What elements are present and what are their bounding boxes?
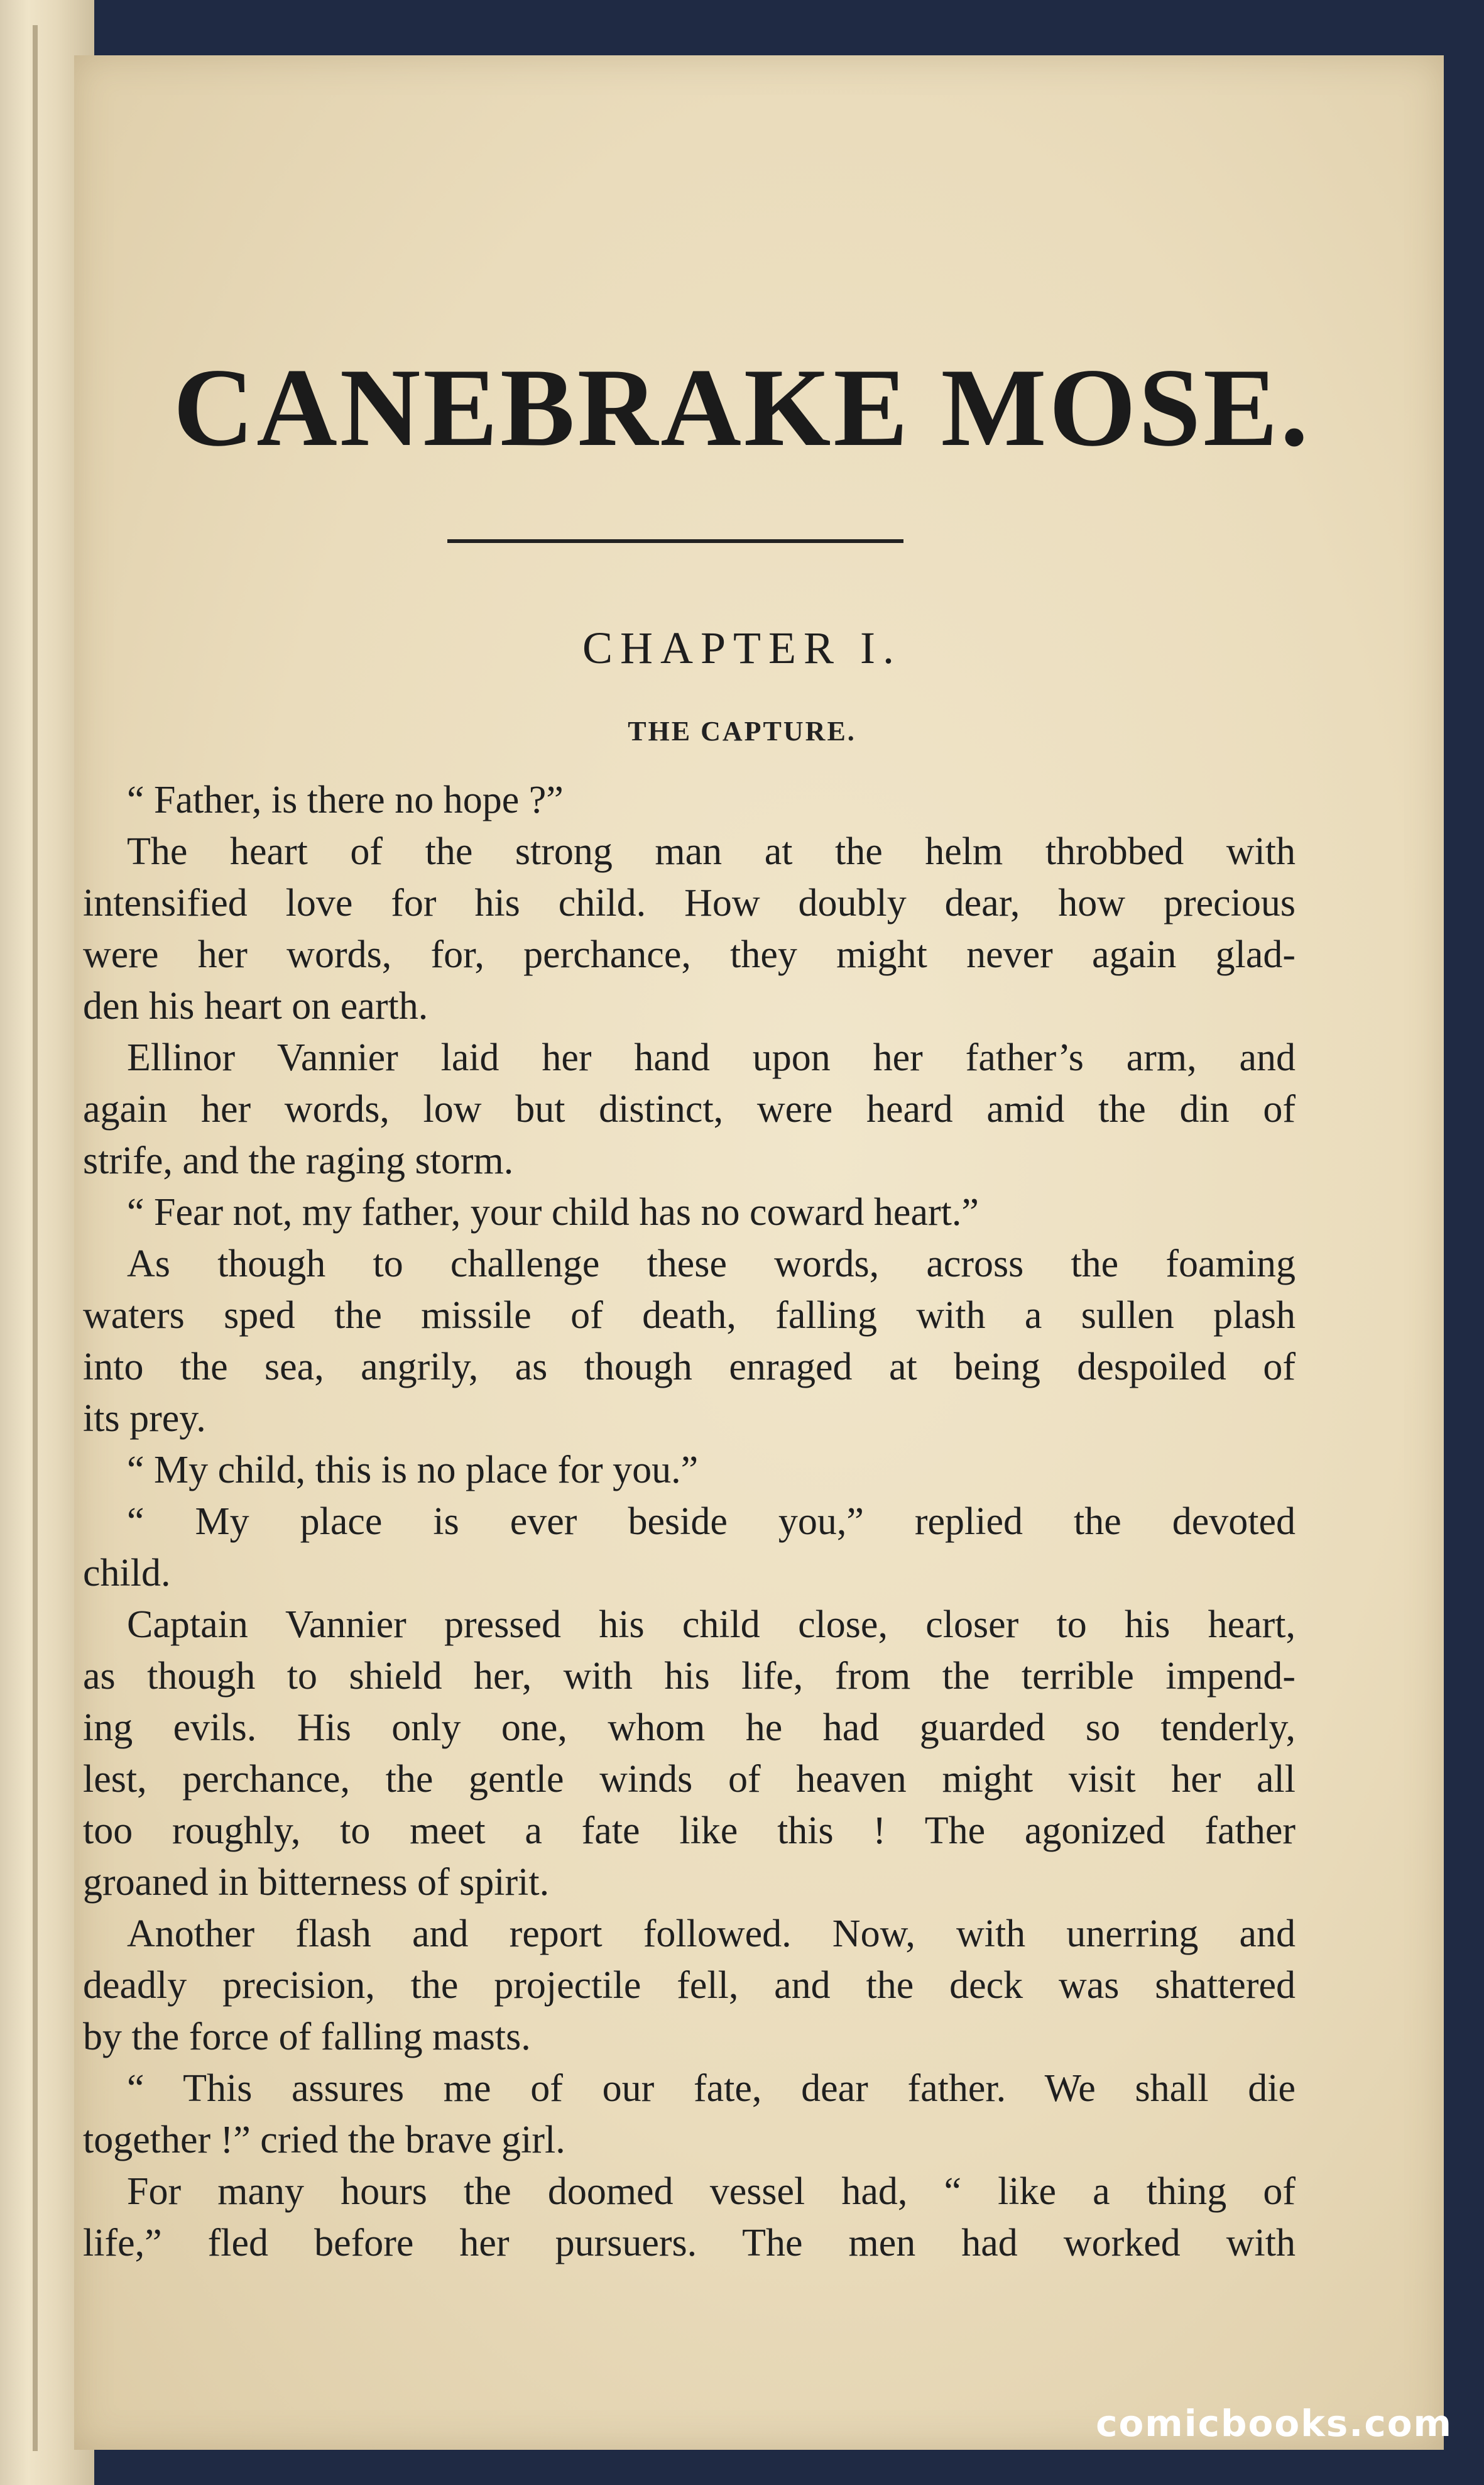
text-line: “ This assures me of our fate, dear father. We shall die [127,2067,1296,2110]
text-line: life,” fled before her pursuers. The men had worked with [83,2222,1296,2264]
chapter-heading: CHAPTER I. [582,623,902,673]
body-text [83,774,1296,2269]
text-line: its prey. [83,1397,206,1440]
text-line: For many hours the doomed vessel had, “ like a thing of [127,2170,1296,2213]
text-line: as though to shield her, with his life, from the terrible impend- [83,1655,1296,1698]
text-line: Captain Vannier pressed his child close, closer to his heart, [127,1603,1296,1646]
text-line: again her words, low but distinct, were heard amid the din of [83,1088,1296,1131]
text-line: were her words, for, perchance, they might never again glad- [83,933,1296,976]
site-watermark: comicbooks.com [1096,2402,1453,2445]
text-line: together !” cried the brave girl. [83,2119,565,2161]
text-line: waters sped the missile of death, falling with a sullen plash [83,1294,1296,1337]
title-divider [447,539,903,543]
text-line: deadly precision, the projectile fell, and the deck was shattered [83,1964,1296,2007]
text-line: into the sea, angrily, as though enraged at being despoiled of [83,1346,1296,1388]
text-line: As though to challenge these words, across the foaming [127,1242,1296,1285]
text-line: The heart of the strong man at the helm throbbed with [127,830,1296,873]
text-line: lest, perchance, the gentle winds of heaven might visit her all [83,1758,1296,1801]
text-line: strife, and the raging storm. [83,1139,514,1182]
text-line: den his heart on earth. [83,985,428,1028]
text-line: too roughly, to meet a fate like this ! The agonized father [83,1809,1296,1852]
text-line: Ellinor Vannier laid her hand upon her father’s arm, and [127,1036,1296,1079]
text-line: “ Father, is there no hope ?” [127,779,564,821]
chapter-subtitle: THE CAPTURE. [628,716,856,747]
text-line: Another flash and report followed. Now, with unerring and [127,1912,1296,1955]
book-title: CANEBRAKE MOSE. [173,345,1311,469]
text-line: “ My place is ever beside you,” replied the devoted [127,1500,1296,1543]
text-line: intensified love for his child. How doubly dear, how precious [83,882,1296,924]
text-line: groaned in bitterness of spirit. [83,1861,550,1904]
text-line: “ Fear not, my father, your child has no coward heart.” [127,1191,979,1234]
text-line: “ My child, this is no place for you.” [127,1449,699,1491]
text-line: ing evils. His only one, whom he had guarded so tenderly, [83,1706,1296,1749]
text-line: child. [83,1552,171,1594]
text-line: by the force of falling masts. [83,2016,531,2058]
